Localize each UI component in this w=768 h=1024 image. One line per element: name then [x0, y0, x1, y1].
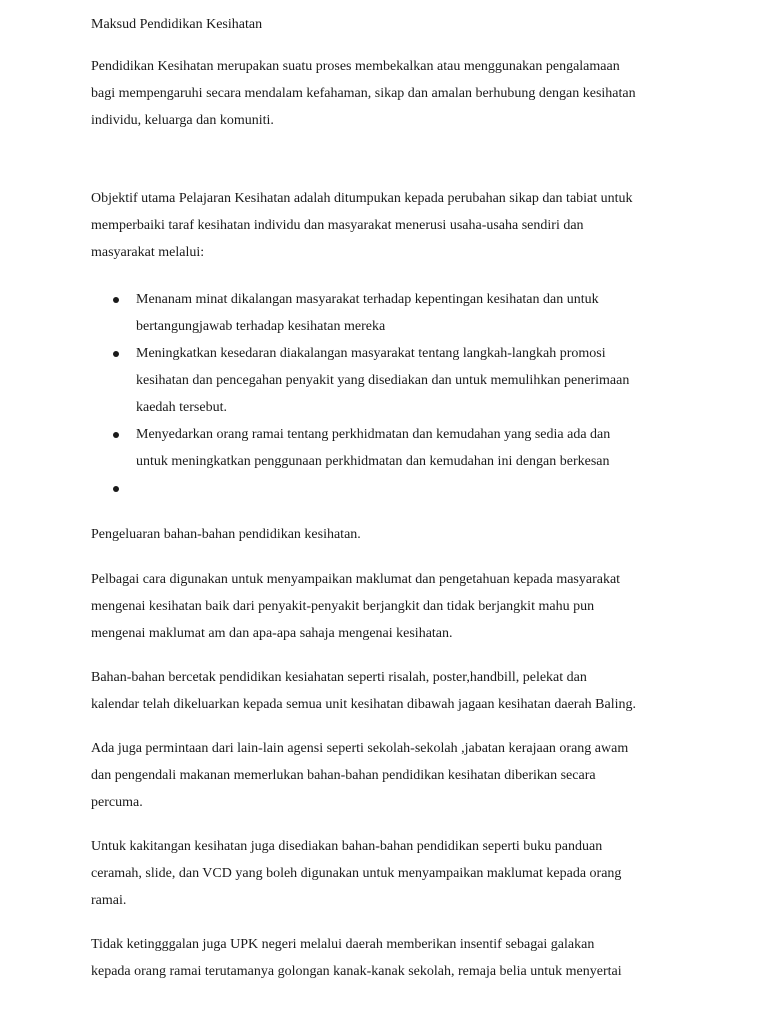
- text-line: Tidak ketingggalan juga UPK negeri melalui daerah memberikan insentif sebagai galakan: [91, 937, 595, 952]
- text-line: Pelbagai cara digunakan untuk menyampaikan maklumat dan pengetahuan kepada masyarakat: [91, 572, 621, 587]
- text-line: individu, keluarga dan komuniti.: [91, 113, 274, 128]
- text-line: masyarakat melalui:: [91, 245, 205, 260]
- objective-paragraph: [91, 185, 691, 266]
- text-line: memperbaiki taraf kesihatan individu dan masyarakat menerusi usaha-usaha sendiri dan: [91, 218, 584, 233]
- text-line: Objektif utama Pelajaran Kesihatan adalah ditumpukan kepada perubahan sikap dan tabiat untuk: [91, 191, 633, 206]
- text-line: bagi mempengaruhi secara mendalam kefahaman, sikap dan amalan berhubung dengan kesihatan: [91, 86, 636, 101]
- text-line: kesihatan dan pencegahan penyakit yang disediakan dan untuk memulihkan penerimaan: [136, 373, 630, 388]
- paragraph-3: [91, 735, 691, 816]
- page-title: Maksud Pendidikan Kesihatan: [91, 17, 263, 32]
- list-item: [91, 475, 691, 502]
- paragraph-2: [91, 664, 691, 718]
- bullet-icon: [113, 297, 119, 303]
- objective-bullet-list: [91, 286, 691, 502]
- paragraph-5: [91, 931, 691, 985]
- list-item: [91, 421, 691, 475]
- text-line: untuk meningkatkan penggunaan perkhidmatan dan kemudahan ini dengan berkesan: [136, 454, 610, 469]
- text-line: Bahan-bahan bercetak pendidikan kesiahatan seperti risalah, poster,handbill, pelekat dan: [91, 670, 587, 685]
- text-line: percuma.: [91, 795, 143, 810]
- section-heading: Pengeluaran bahan-bahan pendidikan kesihatan.: [91, 527, 361, 542]
- text-line: Pendidikan Kesihatan merupakan suatu proses membekalkan atau menggunakan pengalamaan: [91, 59, 620, 74]
- text-line: Ada juga permintaan dari lain-lain agensi seperti sekolah-sekolah ,jabatan kerajaan orang awam: [91, 741, 629, 756]
- text-line: Menyedarkan orang ramai tentang perkhidmatan dan kemudahan yang sedia ada dan: [136, 427, 611, 442]
- paragraph-4: [91, 833, 691, 914]
- intro-paragraph: [91, 53, 691, 134]
- text-line: ceramah, slide, dan VCD yang boleh digunakan untuk menyampaikan maklumat kepada orang: [91, 866, 622, 881]
- text-line: ramai.: [91, 893, 127, 908]
- text-line: dan pengendali makanan memerlukan bahan-bahan pendidikan kesihatan diberikan secara: [91, 768, 596, 783]
- text-line: Untuk kakitangan kesihatan juga disediakan bahan-bahan pendidikan seperti buku panduan: [91, 839, 603, 854]
- bullet-icon: [113, 486, 119, 492]
- text-line: bertangungjawab terhadap kesihatan mereka: [136, 319, 386, 334]
- text-line: mengenai kesihatan baik dari penyakit-penyakit berjangkit dan tidak berjangkit mahu pun: [91, 599, 595, 614]
- paragraph-1: [91, 566, 691, 647]
- bullet-icon: [113, 432, 119, 438]
- text-line: kepada orang ramai terutamanya golongan kanak-kanak sekolah, remaja belia untuk menyertai: [91, 964, 622, 979]
- list-item: [91, 340, 691, 421]
- text-line: kaedah tersebut.: [136, 400, 227, 415]
- text-line: Menanam minat dikalangan masyarakat terhadap kepentingan kesihatan dan untuk: [136, 292, 599, 307]
- text-line: [136, 475, 691, 502]
- bullet-icon: [113, 351, 119, 357]
- text-line: kalendar telah dikeluarkan kepada semua unit kesihatan dibawah jagaan kesihatan daerah Baling.: [91, 697, 637, 712]
- text-line: Meningkatkan kesedaran diakalangan masyarakat tentang langkah-langkah promosi: [136, 346, 606, 361]
- text-line: mengenai maklumat am dan apa-apa sahaja mengenai kesihatan.: [91, 626, 453, 641]
- list-item: [91, 286, 691, 340]
